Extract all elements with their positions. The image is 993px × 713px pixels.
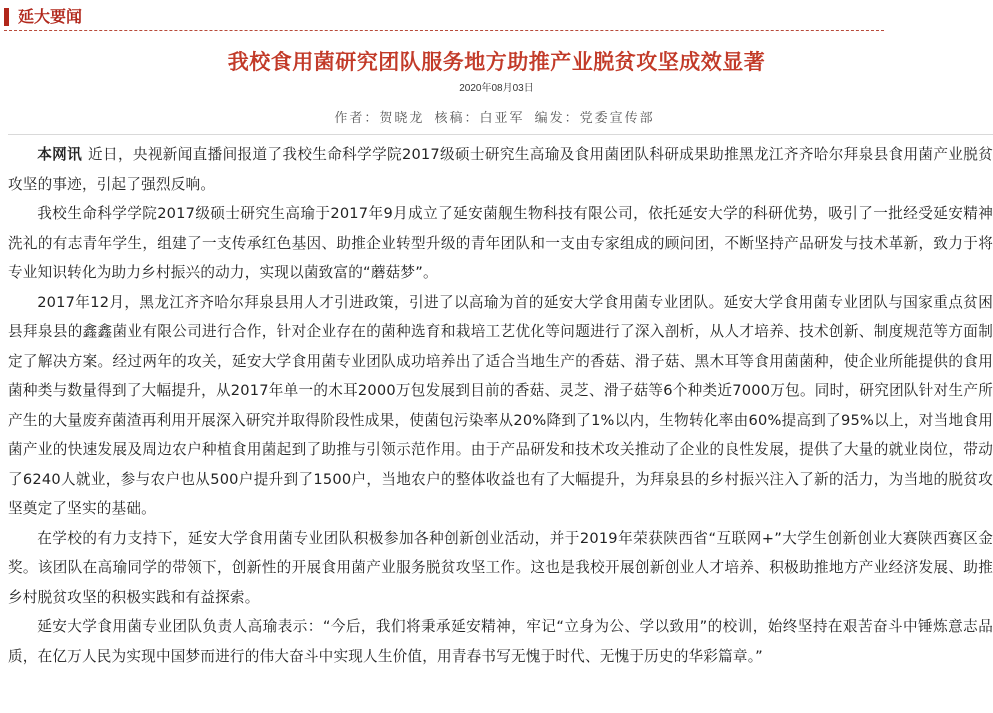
paragraph: 2017年12月，黑龙江齐齐哈尔拜泉县用人才引进政策，引进了以高瑜为首的延安大学食用菌专业团队。延安大学食用菌专业团队与国家重点贫困县拜泉县的鑫鑫菌业有限公司进行合作，针对企业存在的菌种选育和栽培工艺优化等问题进行了深入剖析，从人才培养、技术创新、制度规范等方面制定了解决方案。经过两年的攻关，延安大学食用菌专业团队成功培养出了适合当地生产的香菇、滑子菇、黑木耳等食用菌菌种，使企业所能提供的食用菌种类与数量得到了大幅提升，从2017年单一的木耳2000万包发展到目前的香菇、灵芝、滑子菇等6个种类近7000万包。同时，研究团队针对生产所产生的大量废弃菌渣再利用开展深入研究并取得阶段性成果，使菌包污染率从20%降到了1%以内，生物转化率由60%提高到了95%以上，对当地食用菌产业的快速发展及周边农户种植食用菌起到了助推与引领示范作用。由于产品研发和技术攻关推动了企业的良性发展，提供了大量的就业岗位，带动了6240人就业，参与农户也从500户提升到了1500户，当地农户的整体收益也有了大幅提升，为拜泉县的乡村振兴注入了新的活力，为当地的脱贫攻坚奠定了坚实的基础。	[8, 293, 993, 517]
section-header	[4, 4, 884, 31]
byline-reviewer: 核稿：白亚军	[434, 111, 525, 126]
paragraph	[8, 140, 993, 199]
article-byline	[0, 110, 993, 128]
paragraph: 延安大学食用菌专业团队负责人高瑜表示：“今后，我们将秉承延安精神，牢记“立身为公、学以致用”的校训，始终坚持在艰苦奋斗中锤炼意志品质，在亿万人民为实现中国梦而进行的伟大奋斗中实现人生价值，用青春书写无愧于时代、无愧于历史的华彩篇章。”	[8, 618, 993, 665]
article-body	[8, 140, 993, 671]
header-divider	[8, 134, 993, 135]
lead-tag: 本网讯	[37, 146, 83, 163]
section-title[interactable]: 延大要闻	[18, 7, 83, 26]
paragraph: 在学校的有力支持下，延安大学食用菌专业团队积极参加各种创新创业活动，并于2019年荣获陕西省“互联网+”大学生创新创业大赛陕西赛区金奖。该团队在高瑜同学的带领下，创新性的开展食用菌产业服务脱贫攻坚工作。这也是我校开展创新创业人才培养、积极助推地方产业经济发展、助推乡村脱贫攻坚的积极实践和有益探索。	[8, 529, 993, 606]
byline-editor: 编发：党委宣传部	[534, 111, 655, 126]
byline-author: 作者：贺晓龙	[334, 111, 425, 126]
paragraph: 我校生命科学学院2017级硕士研究生高瑜于2017年9月成立了延安菌舰生物科技有限公司，依托延安大学的科研优势，吸引了一批经受延安精神洗礼的有志青年学生，组建了一支传承红色基因、助推企业转型升级的青年团队和一支由专家组成的顾问团，不断坚持产品研发与技术革新，致力于将专业知识转化为助力乡村振兴的动力，实现以菌致富的“蘑菇梦”。	[8, 205, 993, 281]
article-title: 我校食用菌研究团队服务地方助推产业脱贫攻坚成效显著	[227, 50, 766, 74]
section-marker-bar	[4, 8, 9, 26]
article-date: 2020年08月03日	[459, 83, 534, 94]
paragraph-text: 近日，央视新闻直播间报道了我校生命科学学院2017级硕士研究生高瑜及食用菌团队科研成果助推黑龙江齐齐哈尔拜泉县食用菌产业脱贫攻坚的事迹，引起了强烈反响。	[8, 146, 993, 193]
